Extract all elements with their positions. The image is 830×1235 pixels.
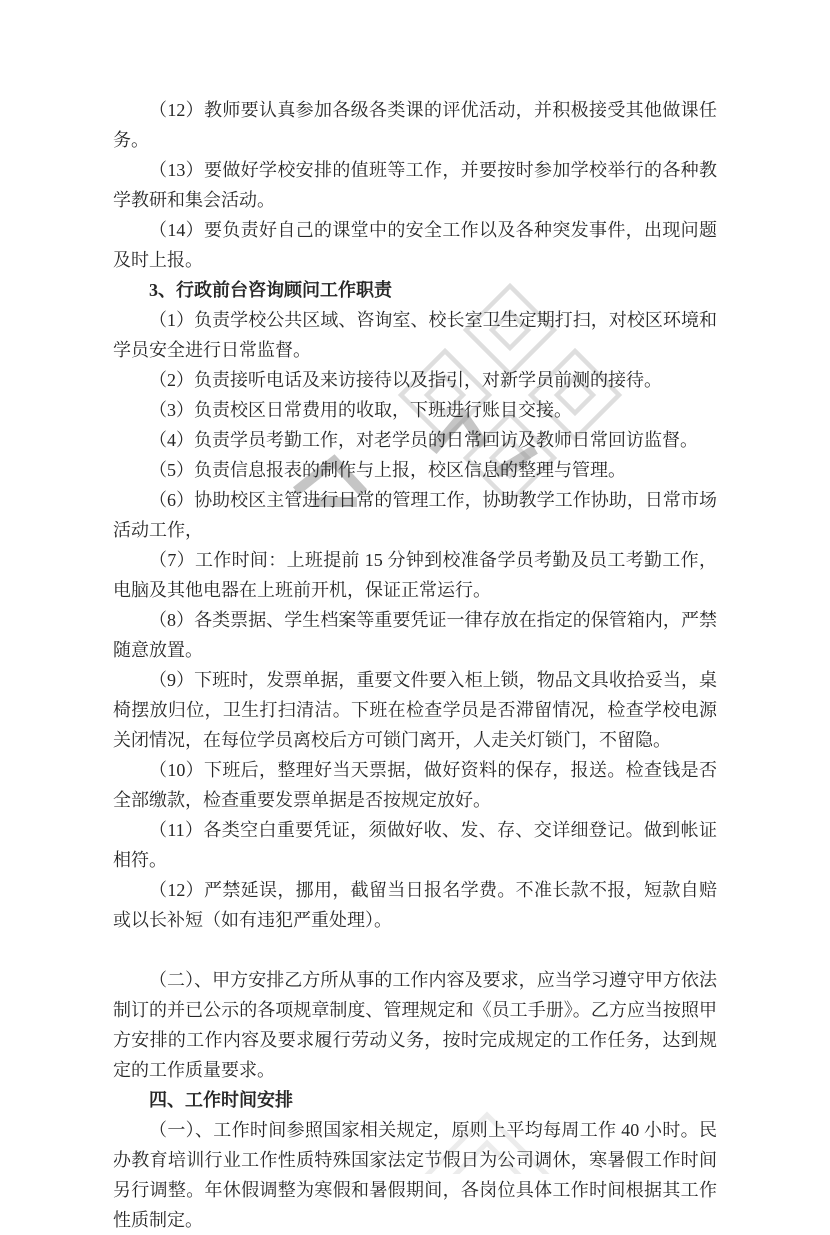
doc-paragraph: （4）负责学员考勤工作，对老学员的日常回访及教师日常回访监督。 — [149, 430, 698, 450]
document-body — [113, 95, 717, 1235]
doc-paragraph: （11）各类空白重要凭证，须做好收、发、存、交详细登记。做到帐证相符。 — [113, 820, 717, 870]
doc-paragraph: （二）、甲方安排乙方所从事的工作内容及要求，应当学习遵守甲方依法制订的并已公示的各项规章制度、管理规定和《员工手册》。乙方应当按照甲方安排的工作内容及要求履行劳动义务，按时完成规定的工作任务，达到规定的工作质量要求。 — [113, 970, 717, 1080]
doc-paragraph: （3）负责校区日常费用的收取，下班进行账目交接。 — [149, 400, 572, 420]
blank-line — [113, 935, 717, 965]
section-heading-front-desk-duties: 3、行政前台咨询顾问工作职责 — [149, 280, 392, 300]
doc-paragraph: （14）要负责好自己的课堂中的安全工作以及各种突发事件，出现问题及时上报。 — [113, 220, 717, 270]
doc-paragraph: （12）教师要认真参加各级各类课的评优活动，并积极接受其他做课任务。 — [113, 100, 717, 150]
doc-paragraph: （10）下班后，整理好当天票据，做好资料的保存，报送。检查钱是否全部缴款，检查重要发票单据是否按规定放好。 — [113, 760, 717, 810]
doc-paragraph: （2）负责接听电话及来访接待以及指引，对新学员前测的接待。 — [149, 370, 662, 390]
doc-paragraph: （13）要做好学校安排的值班等工作，并要按时参加学校举行的各种教学教研和集会活动。 — [113, 160, 717, 210]
doc-paragraph: （一）、工作时间参照国家相关规定，原则上平均每周工作 40 小时。民办教育培训行业工作性质特殊国家法定节假日为公司调休，寒暑假工作时间另行调整。年休假调整为寒假和暑假期间，各岗位具体工作时间根据其工作性质制定。 — [113, 1120, 717, 1230]
section-heading-work-schedule: 四、工作时间安排 — [149, 1090, 293, 1110]
doc-paragraph: （1）负责学校公共区域、咨询室、校长室卫生定期打扫，对校区环境和学员安全进行日常监督。 — [113, 310, 717, 360]
doc-paragraph: （12）严禁延误，挪用，截留当日报名学费。不准长款不报，短款自赔或以长补短（如有违犯严重处理）。 — [113, 880, 717, 930]
doc-paragraph: （6）协助校区主管进行日常的管理工作，协助教学工作协助，日常市场活动工作， — [113, 490, 717, 540]
doc-paragraph: （8）各类票据、学生档案等重要凭证一律存放在指定的保管箱内，严禁随意放置。 — [113, 610, 717, 660]
doc-paragraph: （7）工作时间：上班提前 15 分钟到校准备学员考勤及员工考勤工作，电脑及其他电器在上班前开机，保证正常运行。 — [113, 550, 717, 600]
doc-paragraph: （9）下班时，发票单据，重要文件要入柜上锁，物品文具收拾妥当，桌椅摆放归位，卫生打扫清洁。下班在检查学员是否滞留情况，检查学校电源关闭情况，在每位学员离校后方可锁门离开，人走关灯锁门，不留隐。 — [113, 670, 717, 750]
doc-paragraph: （5）负责信息报表的制作与上报，校区信息的整理与管理。 — [149, 460, 626, 480]
